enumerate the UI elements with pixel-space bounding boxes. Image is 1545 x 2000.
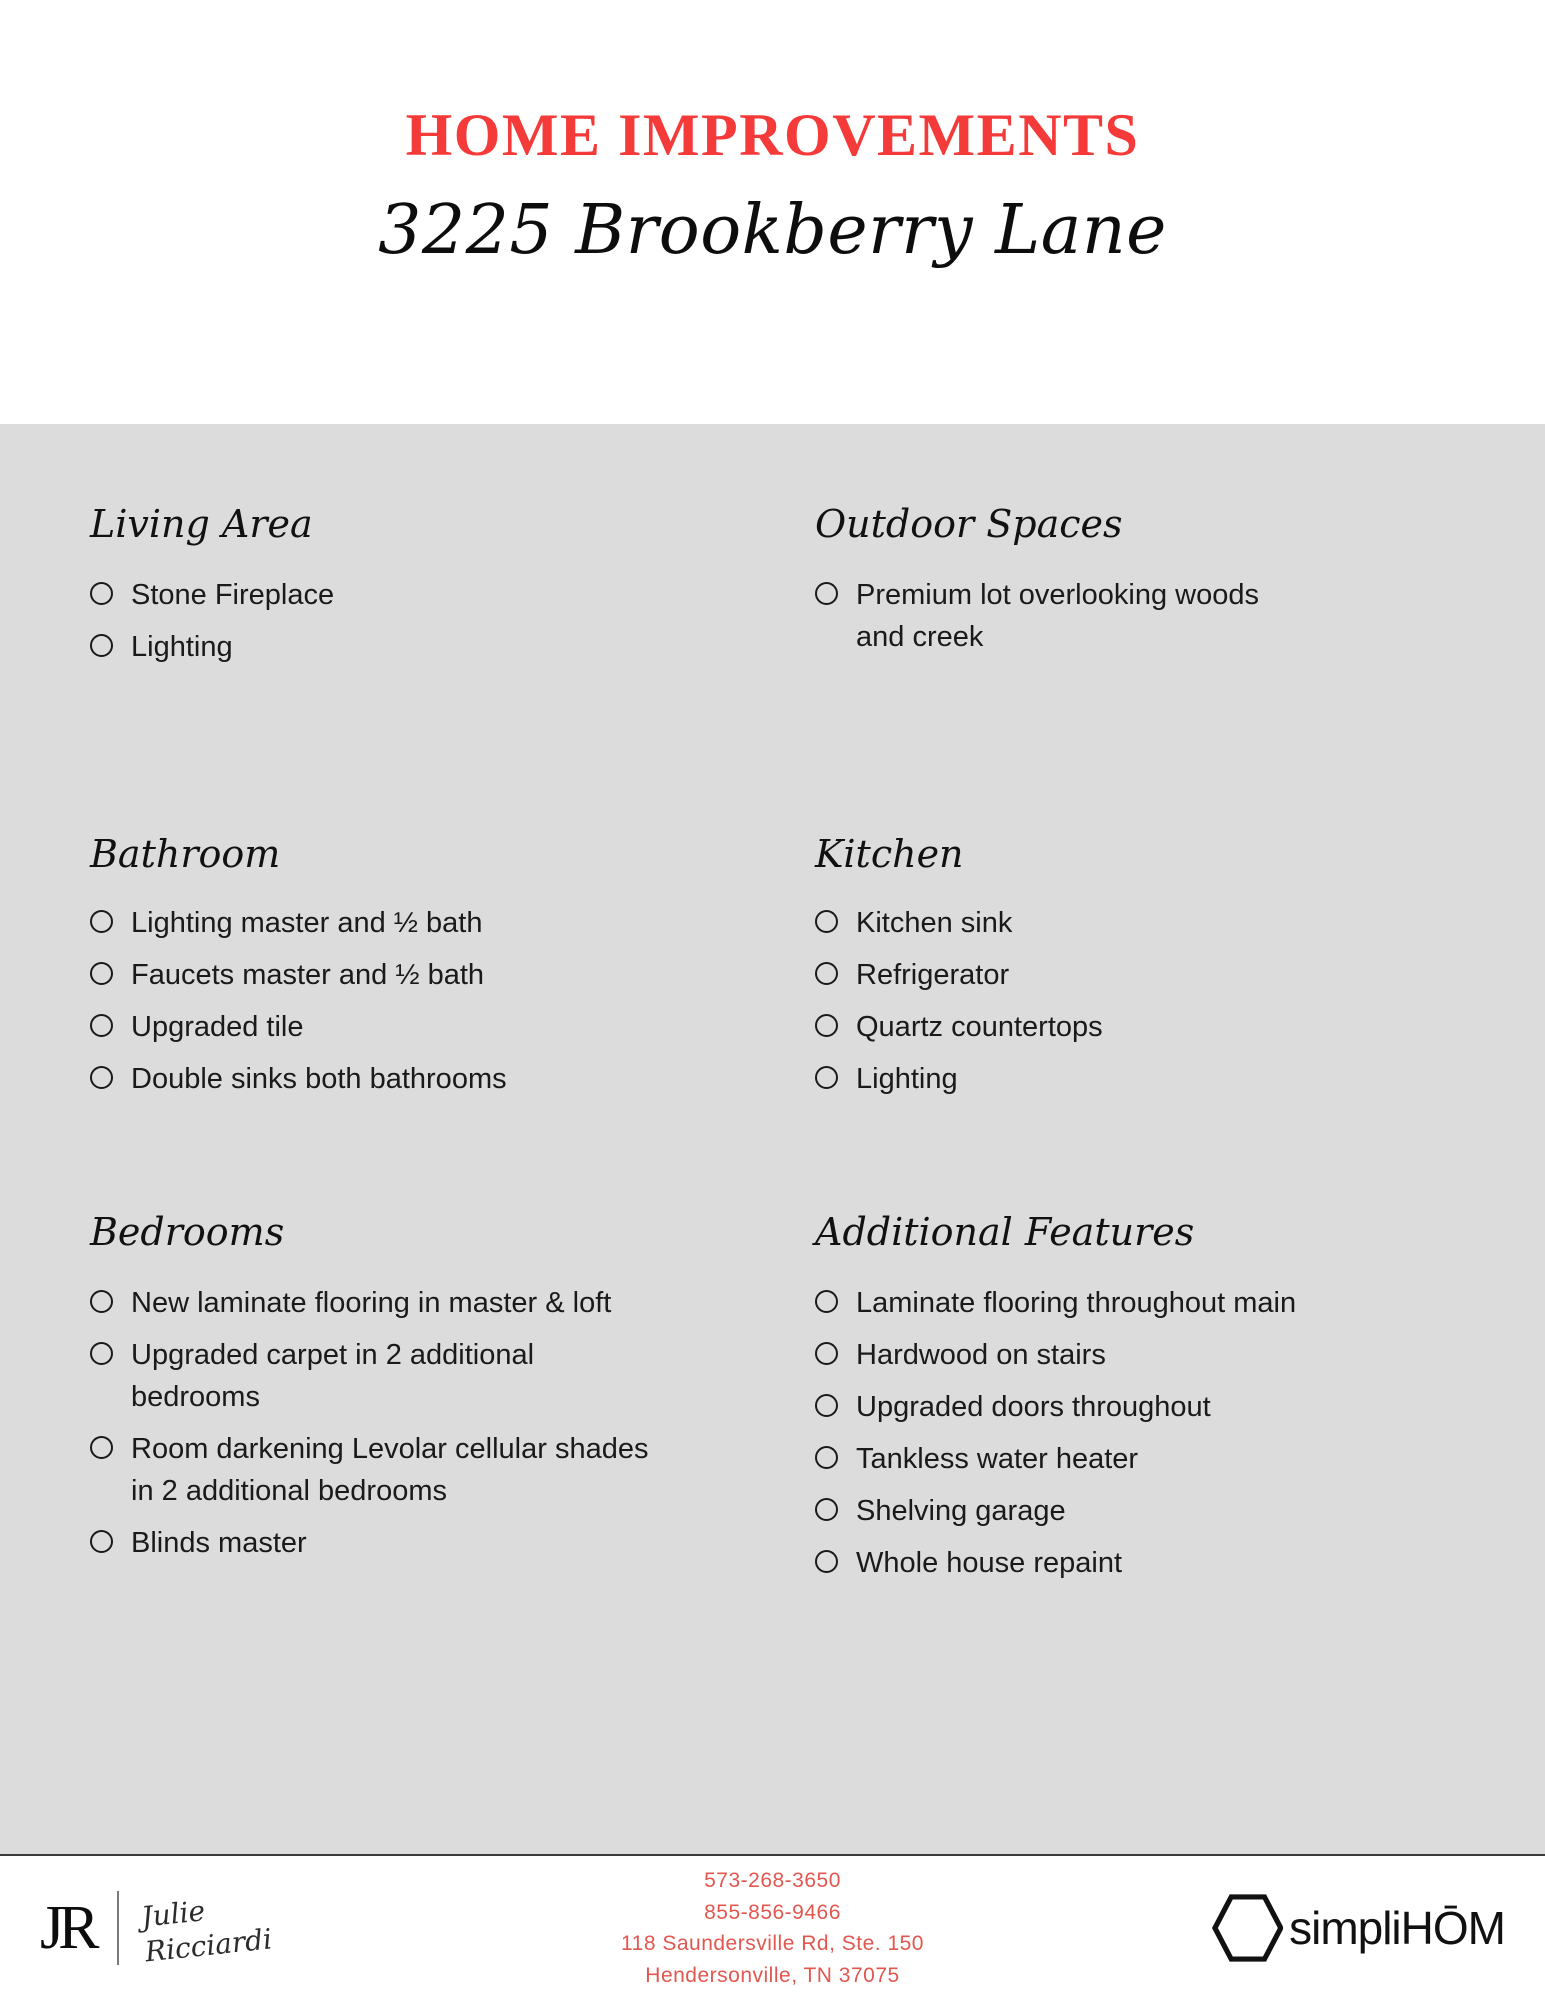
list-item (815, 574, 1540, 658)
list-item (815, 1542, 1540, 1584)
list-item (90, 902, 815, 944)
property-address: 3225 Brookberry Lane (378, 191, 1167, 270)
section-item-list (90, 1282, 815, 1564)
list-item (90, 1058, 815, 1100)
signature-first-name: Julie (140, 1894, 208, 1934)
office-address: 118 Saundersville Rd, Ste. 150 (621, 1932, 924, 1955)
list-item-label: Lighting (131, 631, 233, 664)
section-row-3 (90, 1210, 1455, 1590)
circle-bullet-icon (815, 1446, 838, 1469)
list-item-label: Upgraded carpet in 2 additional bedrooms (131, 1339, 535, 1414)
list-item-label: Room darkening Levolar cellular shades in 2 additional bedrooms (131, 1433, 649, 1508)
list-item-label: Hardwood on stairs (856, 1339, 1106, 1372)
circle-bullet-icon (815, 1342, 838, 1365)
section-title: Bedrooms (90, 1210, 285, 1254)
circle-bullet-icon (815, 1014, 838, 1037)
list-item (90, 1522, 815, 1564)
section-title: Outdoor Spaces (815, 502, 1123, 546)
brokerage-name (1289, 1901, 1505, 1955)
divider (117, 1891, 119, 1965)
section-title: Living Area (90, 502, 313, 546)
list-item (90, 954, 815, 996)
circle-bullet-icon (815, 1394, 838, 1417)
section-bedrooms (90, 1210, 815, 1590)
list-item (815, 1282, 1540, 1324)
hexagon-icon (1209, 1891, 1283, 1965)
improvements-panel (0, 424, 1545, 1854)
agent-branding (40, 1891, 460, 1969)
section-bathroom (90, 832, 815, 1210)
office-city-state-zip: Hendersonville, TN 37075 (645, 1963, 900, 1987)
list-item-label: Blinds master (131, 1527, 307, 1560)
circle-bullet-icon (90, 1436, 113, 1459)
page-title: HOME IMPROVEMENTS (405, 102, 1140, 168)
list-item-label: Whole house repaint (856, 1547, 1122, 1580)
list-item (815, 1334, 1540, 1376)
phone-primary[interactable]: 573-268-3650 (704, 1869, 841, 1892)
circle-bullet-icon (815, 1550, 838, 1573)
circle-bullet-icon (815, 962, 838, 985)
list-item-label: Upgraded doors throughout (856, 1391, 1211, 1424)
contact-info (460, 1865, 1085, 1991)
brand-text-o-macron: Ō (1432, 1902, 1468, 1954)
circle-bullet-icon (815, 1066, 838, 1089)
circle-bullet-icon (90, 1530, 113, 1553)
list-item (815, 902, 1540, 944)
list-item-label: Upgraded tile (131, 1011, 304, 1044)
list-item (90, 1006, 815, 1048)
section-item-list (90, 574, 815, 668)
list-item-label: Faucets master and ½ bath (131, 959, 485, 992)
section-title: Bathroom (90, 832, 281, 876)
brokerage-logo (1085, 1891, 1505, 1965)
list-item-label: New laminate flooring in master & loft (131, 1287, 612, 1319)
list-item-label: Tankless water heater (856, 1443, 1139, 1476)
circle-bullet-icon (90, 1342, 113, 1365)
circle-bullet-icon (90, 582, 113, 605)
list-item-label: Lighting master and ½ bath (131, 907, 483, 939)
circle-bullet-icon (815, 1290, 838, 1313)
circle-bullet-icon (90, 634, 113, 657)
circle-bullet-icon (815, 1498, 838, 1521)
circle-bullet-icon (815, 582, 838, 605)
agent-signature (140, 1887, 274, 1970)
document-footer (0, 1854, 1545, 2000)
section-outdoor-spaces (815, 502, 1540, 832)
list-item-label: Double sinks both bathrooms (131, 1063, 507, 1096)
list-item (90, 574, 815, 616)
signature-last-name: Ricciardi (143, 1922, 275, 1969)
list-item (815, 1490, 1540, 1532)
list-item (815, 1438, 1540, 1480)
section-title: Additional Features (815, 1210, 1195, 1254)
circle-bullet-icon (90, 910, 113, 933)
section-row-1 (90, 502, 1455, 832)
phone-secondary[interactable]: 855-856-9466 (704, 1900, 841, 1924)
list-item-label: Refrigerator (856, 959, 1010, 992)
list-item (815, 1006, 1540, 1048)
list-item-label: Lighting (856, 1063, 958, 1096)
section-additional-features (815, 1210, 1540, 1590)
section-living-area (90, 502, 815, 832)
monogram-logo: JR (40, 1894, 94, 1962)
list-item (90, 1428, 815, 1512)
list-item-label: Shelving garage (856, 1495, 1066, 1528)
list-item (90, 1282, 815, 1324)
circle-bullet-icon (815, 910, 838, 933)
circle-bullet-icon (90, 1290, 113, 1313)
document-header (0, 0, 1545, 424)
section-kitchen (815, 832, 1540, 1210)
circle-bullet-icon (90, 1014, 113, 1037)
list-item-label: Laminate flooring throughout main (856, 1287, 1297, 1319)
brand-text-simpli: simpli (1289, 1902, 1401, 1954)
list-item-label: Premium lot overlooking woods and creek (856, 579, 1259, 654)
list-item (815, 1386, 1540, 1428)
list-item-label: Quartz countertops (856, 1011, 1103, 1044)
section-item-list (815, 574, 1540, 658)
circle-bullet-icon (90, 962, 113, 985)
section-item-list (815, 1282, 1540, 1584)
circle-bullet-icon (90, 1066, 113, 1089)
list-item (90, 1334, 815, 1418)
section-item-list (815, 902, 1540, 1100)
list-item (815, 1058, 1540, 1100)
brand-text-m: M (1467, 1902, 1505, 1954)
list-item-label: Stone Fireplace (131, 579, 335, 611)
brand-text-h: H (1400, 1902, 1433, 1954)
section-title: Kitchen (815, 832, 964, 876)
list-item (90, 626, 815, 668)
list-item (815, 954, 1540, 996)
section-item-list (90, 902, 815, 1100)
list-item-label: Kitchen sink (856, 907, 1013, 939)
section-row-2 (90, 832, 1455, 1210)
